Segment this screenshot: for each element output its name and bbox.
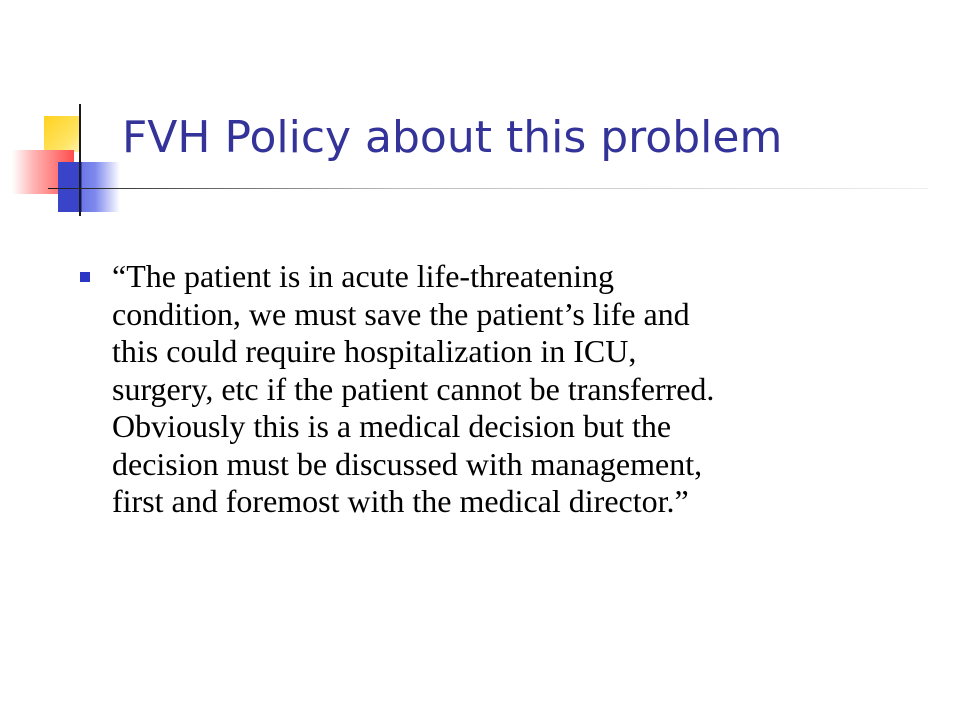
title-underline-rule bbox=[48, 188, 928, 189]
square-bullet-icon bbox=[80, 272, 90, 282]
bullet-text: “The patient is in acute life-threatening condition, we must save the patient’s life and this could require hospitalization in ICU, surgery, etc if the patient cannot be transferred. Obviously this is a medical decision but the decision must be discussed with management, first and foremost with the medical director.” bbox=[112, 258, 715, 519]
yellow-square-shape bbox=[44, 116, 80, 152]
list-item bbox=[80, 258, 940, 521]
corner-logo-decoration bbox=[0, 0, 140, 230]
slide-title: FVH Policy about this problem bbox=[122, 112, 783, 163]
vertical-rule-line bbox=[79, 104, 81, 216]
bullet-list bbox=[80, 258, 940, 521]
